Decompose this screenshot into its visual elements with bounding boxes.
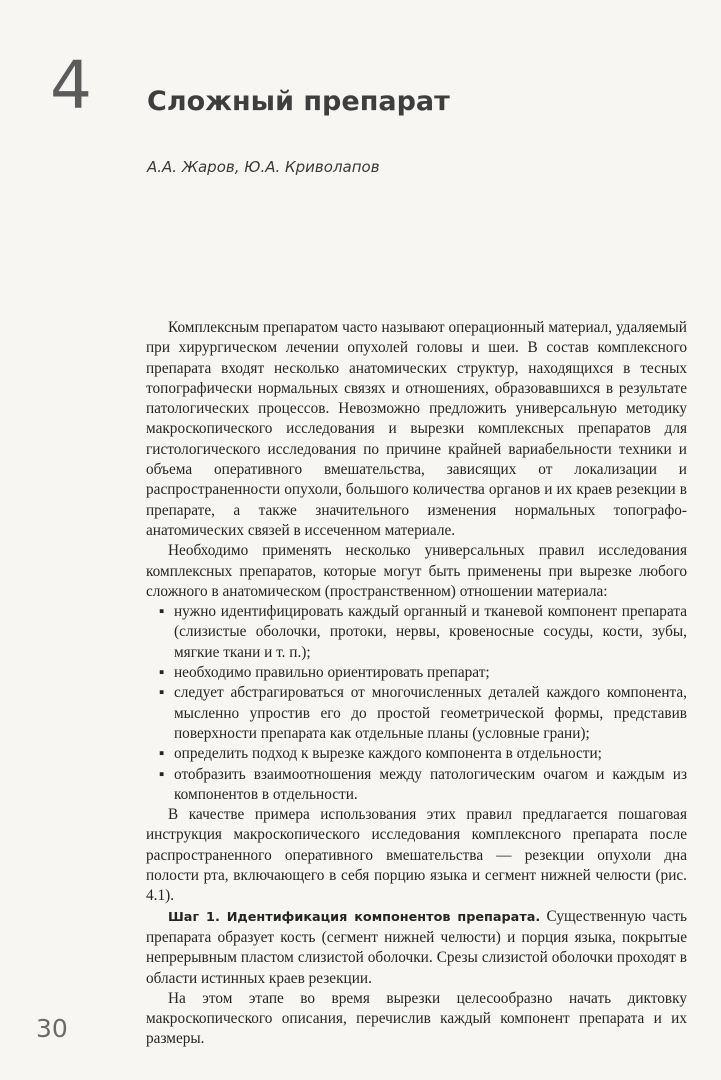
chapter-title: Сложный препарат [147, 86, 450, 117]
paragraph-rules-intro: Необходимо применять несколько универсальных правил исследования комплексных препаратов, которые могут быть применены при вырезке любого сложного в анатомическом (пространственном) отношении материала: [146, 542, 687, 600]
paragraph-example: В качестве примера использования этих правил предлагается пошаговая инструкция макроскопического исследования комплексного препарата после распространенного оперативного вмешательства — резекции опухоли дна полости рта, включающего в себя порцию языка и сегмент нижней челюсти (рис. 4.1). [146, 806, 687, 905]
chapter-authors: А.А. Жаров, Ю.А. Криволапов [147, 158, 380, 176]
list-item [146, 602, 687, 663]
rules-list [146, 602, 687, 805]
list-item-text: следует абстрагироваться от многочисленных деталей каждого компонента, мысленно упростив его до простой геометрической формы, представив поверхности препарата как отдельные планы (условные грани); [174, 684, 687, 742]
square-bullet-icon: ▪ [159, 664, 165, 682]
page-number: 30 [36, 1014, 68, 1043]
list-item-text: нужно идентифицировать каждый органный и тканевой компонент препарата (слизистые оболочки, протоки, нервы, кровеносные сосуды, кости, зубы, мягкие ткани и т. п.); [174, 603, 687, 661]
square-bullet-icon: ▪ [159, 765, 165, 783]
step-1-heading: Шаг 1. Идентификация компонентов препарата. [168, 909, 541, 925]
list-item-text: отобразить взаимоотношения между патологическим очагом и каждым из компонентов в отдельности. [174, 765, 687, 803]
square-bullet-icon: ▪ [159, 684, 165, 702]
list-item [146, 663, 687, 683]
paragraph-step-1 [146, 907, 687, 989]
body-text [146, 318, 687, 1050]
square-bullet-icon: ▪ [159, 603, 165, 621]
paragraph-dictation: На этом этапе во время вырезки целесообразно начать диктовку макроскопического описания, перечислив каждый компонент препарата и их размеры. [146, 989, 687, 1048]
list-item [146, 744, 687, 764]
square-bullet-icon: ▪ [159, 745, 165, 763]
paragraph-intro: Комплексным препаратом часто называют операционный материал, удаляемый при хирургическом лечении опухолей головы и шеи. В состав комплексного препарата входят несколько анатомических структур, находящихся в тесных топографически нормальных связях и отношениях, образовавшихся в результате патологических процессов. Невозможно предложить универсальную методику макроскопического исследования и вырезки комплексных препаратов для гистологического исследования по причине крайней вариабельности техники и объема оперативного вмешательства, зависящих от локализации и распространенности опухоли, большого количества органов и их краев резекции в препарате, а также значительного изменения нормальных топографо-анатомических связей в иссеченном материале. [146, 319, 687, 539]
list-item [146, 765, 687, 806]
step-1-text: Существенную часть препарата образует кость (сегмент нижней челюсти) и порция языка, покрытые непрерывным пластом слизистой оболочки. Срезы слизистой оболочки проходят в области истинных краев резекции. [146, 907, 687, 987]
list-item-text: необходимо правильно ориентировать препарат; [174, 664, 490, 682]
list-item-text: определить подход к вырезке каждого компонента в отдельности; [174, 745, 602, 763]
chapter-number: 4 [50, 47, 92, 124]
list-item [146, 683, 687, 744]
